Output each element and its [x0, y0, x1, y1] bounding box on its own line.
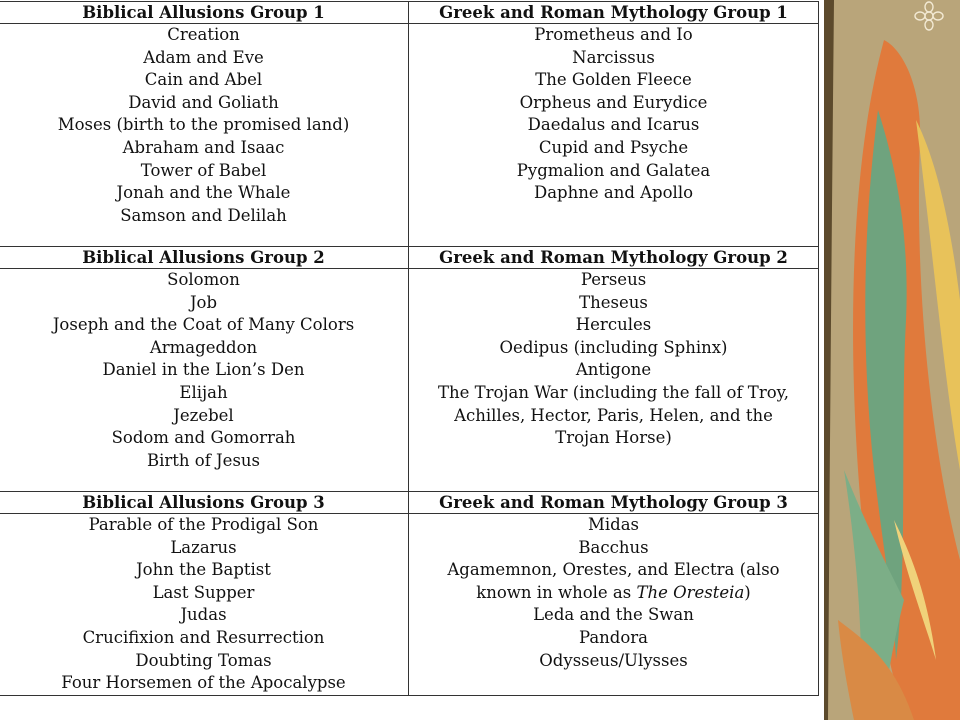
- list-item: Parable of the Prodigal Son: [88, 515, 319, 534]
- list-item: Jezebel: [173, 405, 234, 425]
- list-item: Narcissus: [572, 47, 655, 67]
- list-item: Sodom and Gomorrah: [111, 428, 296, 448]
- list-item: Cupid and Psyche: [538, 137, 689, 157]
- list-item: Prometheus and Io: [534, 25, 693, 44]
- group-body-row: [0, 269, 819, 492]
- list-item: Trojan Horse): [555, 428, 672, 448]
- group-header-row: [0, 492, 819, 514]
- list-item: Theseus: [579, 292, 648, 312]
- mythology-group-header: Greek and Roman Mythology Group 2: [409, 247, 819, 269]
- list-item: Daedalus and Icarus: [527, 115, 700, 135]
- list-item: Agamemnon, Orestes, and Electra (also: [447, 560, 780, 580]
- biblical-list: [0, 24, 409, 247]
- list-item: Birth of Jesus: [146, 450, 261, 470]
- list-item: Perseus: [580, 270, 647, 289]
- list-item: Pandora: [578, 627, 649, 647]
- list-item: The Trojan War (including the fall of Troy,: [437, 382, 790, 402]
- list-item: Last Supper: [152, 582, 255, 602]
- decorative-side-panel: [824, 0, 960, 720]
- list-item: Hercules: [575, 315, 652, 335]
- wrapped-prefix: known in whole as: [476, 582, 637, 602]
- list-item: Moses (birth to the promised land): [57, 115, 350, 135]
- list-item: Armageddon: [149, 337, 258, 357]
- list-item: Solomon: [167, 270, 240, 289]
- list-item: Jonah and the Whale: [116, 183, 291, 203]
- list-item: Orpheus and Eurydice: [519, 92, 708, 112]
- list-item-wrapped: [411, 582, 816, 605]
- list-item: Creation: [167, 25, 240, 44]
- list-item: Antigone: [575, 360, 652, 380]
- list-item: Joseph and the Coat of Many Colors: [52, 315, 355, 335]
- group-body-row: [0, 514, 819, 696]
- mythology-list: [409, 269, 819, 492]
- decorative-art: [824, 0, 960, 720]
- wrapped-suffix: ): [744, 582, 751, 602]
- list-item: Oedipus (including Sphinx): [499, 337, 728, 357]
- list-item: Samson and Delilah: [120, 205, 287, 225]
- list-item: David and Goliath: [128, 92, 279, 112]
- list-item: Elijah: [179, 382, 228, 402]
- allusions-table: [0, 1, 819, 696]
- group-body-row: [0, 24, 819, 247]
- biblical-list: [0, 269, 409, 492]
- biblical-group-header: Biblical Allusions Group 3: [0, 492, 409, 514]
- list-item: Daphne and Apollo: [533, 183, 694, 203]
- list-item: Four Horsemen of the Apocalypse: [61, 673, 346, 693]
- list-item: Abraham and Isaac: [122, 137, 285, 157]
- list-item: Crucifixion and Resurrection: [82, 627, 325, 647]
- list-item: Doubting Tomas: [135, 650, 272, 670]
- list-item: Cain and Abel: [144, 70, 263, 90]
- list-item: Daniel in the Lion’s Den: [102, 360, 305, 380]
- flower-ornament-icon: [910, 0, 948, 32]
- list-item: Tower of Babel: [140, 160, 267, 180]
- biblical-list: [0, 514, 409, 696]
- list-item: Achilles, Hector, Paris, Helen, and the: [454, 405, 773, 425]
- list-item: Odysseus/Ulysses: [539, 650, 688, 670]
- biblical-group-header: Biblical Allusions Group 1: [0, 2, 409, 24]
- list-item: John the Baptist: [136, 560, 271, 580]
- group-header-row: [0, 247, 819, 269]
- list-item: Leda and the Swan: [533, 605, 694, 625]
- list-item: Judas: [180, 605, 227, 625]
- list-item: Midas: [587, 515, 640, 534]
- list-item: The Golden Fleece: [535, 70, 692, 90]
- group-header-row: [0, 2, 819, 24]
- mythology-group-header: Greek and Roman Mythology Group 1: [409, 2, 819, 24]
- mythology-group-header: Greek and Roman Mythology Group 3: [409, 492, 819, 514]
- list-item: Lazarus: [170, 537, 237, 557]
- list-item: Job: [189, 292, 218, 312]
- list-item: Pygmalion and Galatea: [516, 160, 711, 180]
- list-item: Adam and Eve: [143, 47, 264, 67]
- work-title: The Oresteia: [636, 582, 745, 602]
- list-item: Bacchus: [578, 537, 649, 557]
- mythology-list: [409, 24, 819, 247]
- mythology-list: [409, 514, 819, 696]
- biblical-group-header: Biblical Allusions Group 2: [0, 247, 409, 269]
